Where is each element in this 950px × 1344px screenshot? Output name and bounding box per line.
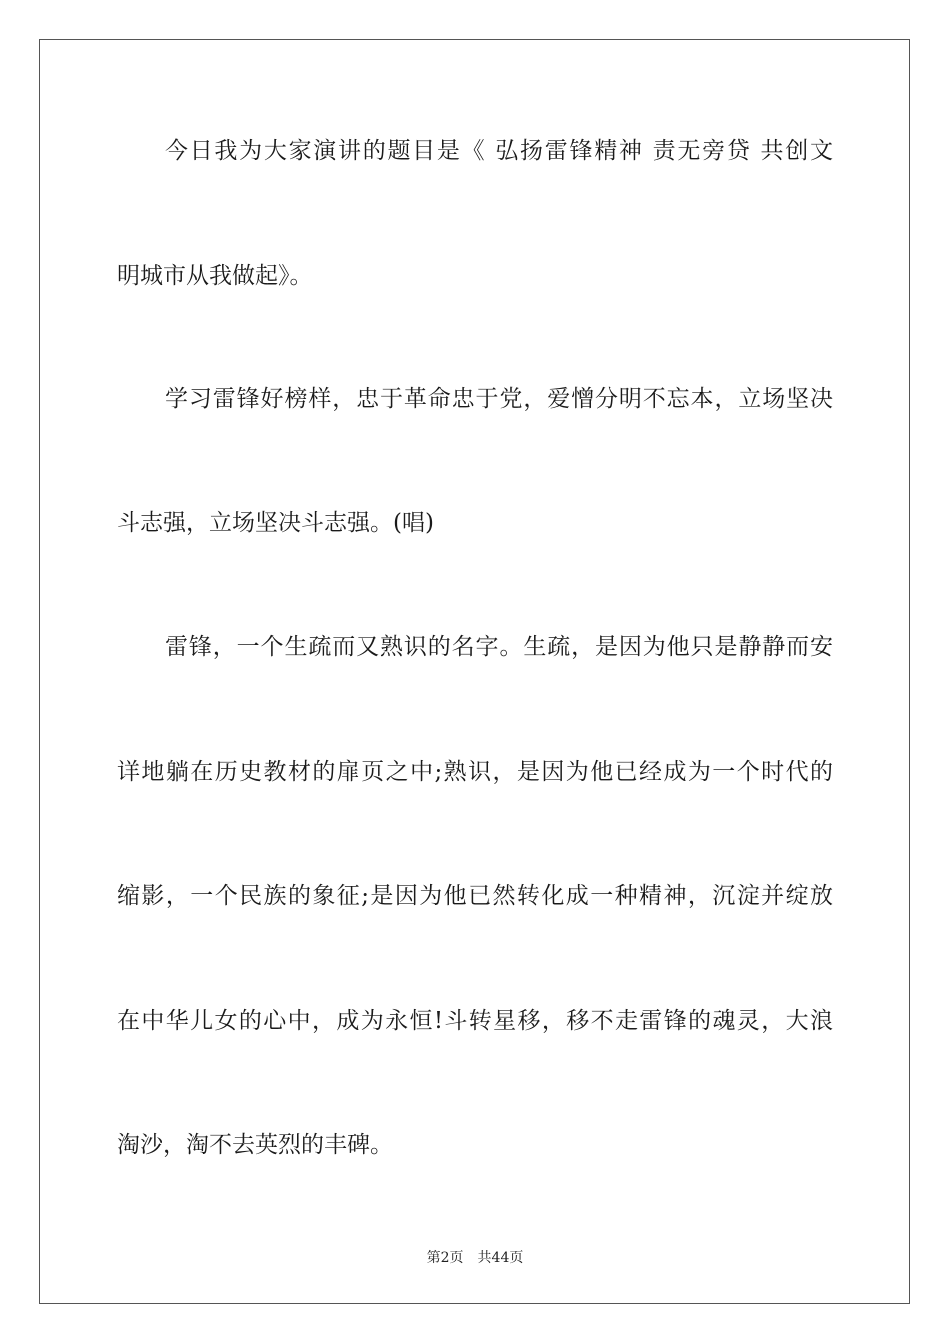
text-line: 淘沙，淘不去英烈的丰碑。 xyxy=(117,1132,393,1158)
text-line: 雷锋，一个生疏而又熟识的名字。生疏，是因为他只是静静而安 xyxy=(165,634,833,660)
text-line: 在中华儿女的心中，成为永恒!斗转星移，移不走雷锋的魂灵，大浪 xyxy=(117,1008,833,1034)
text-line: 今日我为大家演讲的题目是《 弘扬雷锋精神 责无旁贷 共创文 xyxy=(165,138,833,164)
text-line: 明城市从我做起》。 xyxy=(117,263,313,289)
text-line: 斗志强，立场坚决斗志强。(唱) xyxy=(117,510,434,536)
page-border xyxy=(39,39,910,1304)
text-line: 详地躺在历史教材的扉页之中;熟识，是因为他已经成为一个时代的 xyxy=(117,759,833,785)
page-footer xyxy=(0,1247,950,1267)
text-line: 缩影，一个民族的象征;是因为他已然转化成一种精神，沉淀并绽放 xyxy=(117,883,833,909)
page-number: 第2页 xyxy=(426,1250,464,1266)
text-line: 学习雷锋好榜样，忠于革命忠于党，爱憎分明不忘本，立场坚决 xyxy=(165,386,833,412)
page-total: 共44页 xyxy=(477,1250,524,1266)
